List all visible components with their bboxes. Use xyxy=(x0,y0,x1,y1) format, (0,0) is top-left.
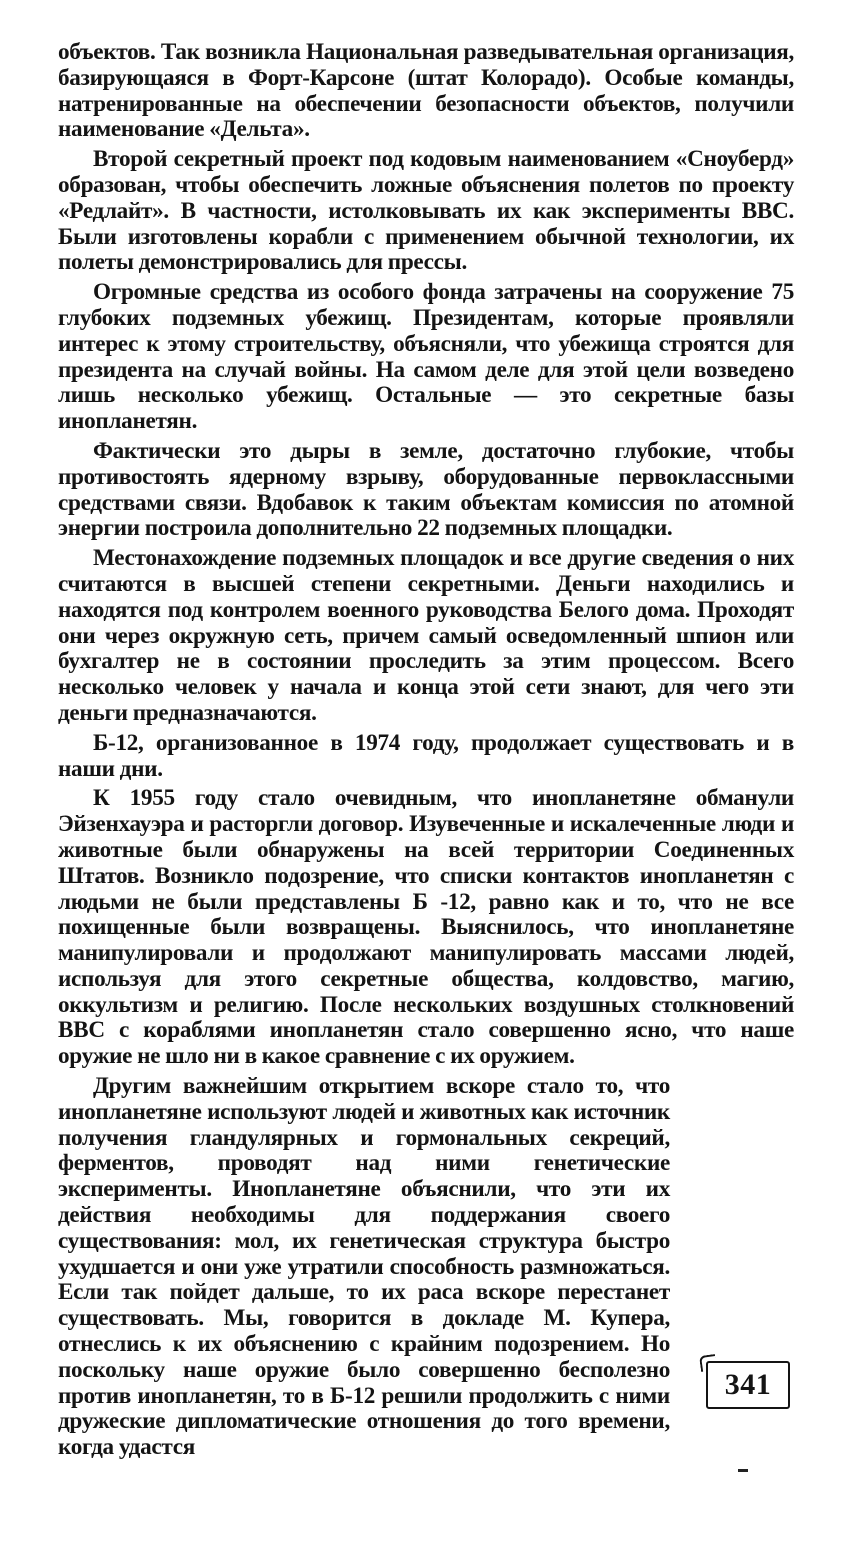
paragraph-6: Б-12, организованное в 1974 году, продолжает существовать и в наши дни. xyxy=(58,729,794,782)
page-number: 341 xyxy=(706,1361,790,1409)
page-body xyxy=(58,40,794,1465)
paragraph-3: Огромные средства из особого фонда затрачены на сооружение 75 глубоких подземных убежищ. Президентам, которые проявляли интерес к этому строительству, объясняли, что убежища строятся для президента на случай войны. На самом деле для этой цели возведено лишь несколько убежищ. Остальные — это секретные базы инопланетян. xyxy=(58,279,794,435)
paragraph-2: Второй секретный проект под кодовым наименованием «Сноуберд» образован, чтобы обеспечить ложные объяснения полетов по проекту «Редлайт». В частности, истолковывать их как эксперименты ВВС. Были изготовлены корабли с применением обычной технологии, их полеты демонстрировались для прессы. xyxy=(58,146,794,276)
paragraph-1: объектов. Так возникла Национальная разведывательная организация, базирующаяся в Форт-Карсоне (штат Колорадо). Особые команды, натренированные на обеспечении безопасности объектов, получили наименование «Дельта». xyxy=(58,39,794,143)
paragraph-5: Местонахождение подземных площадок и все другие сведения о них считаются в высшей степени секретными. Деньги находились и находятся под контролем военного руководства Белого дома. Проходят они через окружную сеть, причем самый осведомленный шпион или бухгалтер не в состоянии проследить за этим процессом. Всего несколько человек у начала и конца этой сети знают, для чего эти деньги предназначаются. xyxy=(58,545,794,726)
scan-mark xyxy=(738,1469,748,1472)
paragraph-4: Фактически это дыры в земле, достаточно глубокие, чтобы противостоять ядерному взрыву, оборудованные первоклассными средствами связи. Вдобавок к таким объектам комиссия по атомной энергии построила дополнительно 22 подземных площадки. xyxy=(58,437,794,542)
paragraph-8: Другим важнейшим открытием вскоре стало то, что инопланетяне используют людей и животных как источник получения гландулярных и гормональных секреций, ферментов, проводят над ними генетические эксперименты. Инопланетяне объяснили, что эти их действия необходимы для поддержания своего существования: мол, их генетическая структура быстро ухудшается и они уже утратили способность размножаться. Если так пойдет дальше, то их раса вскоре перестанет существовать. Мы, говорится в докладе М. Купера, отнеслись к их объяснению с крайним подозрением. Но поскольку наше оружие было совершенно бесполезно против инопланетян, то в Б-12 решили продолжить с ними дружеские дипломатические отношения до того времени, когда удастся xyxy=(58,1073,670,1461)
paragraph-7: К 1955 году стало очевидным, что инопланетяне обманули Эйзенхауэра и расторгли договор. Изувеченные и искалеченные люди и животные были обнаружены на всей территории Соединенных Штатов. Возникло подозрение, что списки контактов инопланетян с людьми не были представлены Б -12, равно как и то, что не все похищенные были возвращены. Выяснилось, что инопланетяне манипулировали и продолжают манипулировать массами людей, используя для этого секретные общества, колдовство, магию, оккультизм и религию. После нескольких воздушных столкновений ВВС с кораблями инопланетян стало совершенно ясно, что наше оружие не шло ни в какое сравнение с их оружием. xyxy=(58,785,794,1070)
